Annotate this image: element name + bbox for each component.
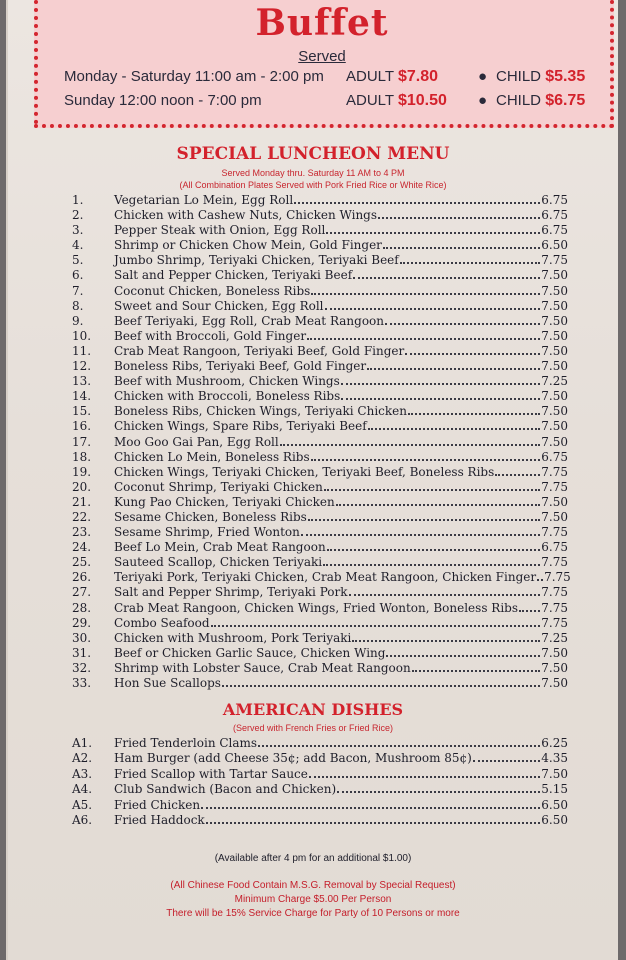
- menu-item-name: Fried Scallop with Tartar Sauce: [114, 766, 308, 781]
- menu-item-name: Beef with Broccoli, Gold Finger: [114, 328, 307, 343]
- menu-item-name: Fried Chicken: [114, 797, 201, 812]
- menu-item-number: A2.: [72, 751, 93, 766]
- menu-item-name: Beef or Chicken Garlic Sauce, Chicken Wing: [114, 645, 386, 660]
- american-list: [72, 736, 568, 828]
- buffet-adult: ADULT $7.80: [346, 68, 439, 85]
- buffet-days: Monday - Saturday 11:00 am - 2:00 pm: [64, 68, 324, 85]
- menu-item-number: 29.: [72, 615, 92, 630]
- menu-item-name: Chicken with Mushroom, Pork Teriyaki: [114, 630, 352, 645]
- menu-item-price: 7.75: [541, 464, 568, 479]
- dot-leader: [206, 822, 541, 824]
- menu-item-price: 6.75: [541, 540, 568, 555]
- menu-item: [72, 676, 568, 691]
- minimum-charge-notice: Minimum Charge $5.00 Per Person: [234, 894, 392, 905]
- menu-item: [72, 208, 568, 223]
- menu-item: [72, 631, 568, 646]
- menu-item-price: 7.25: [541, 630, 568, 645]
- menu-item-name: Shrimp or Chicken Chow Mein, Gold Finger: [114, 238, 382, 253]
- menu-item-name: Beef with Mushroom, Chicken Wings: [114, 374, 340, 389]
- menu-item: [72, 767, 568, 782]
- menu-item: [72, 782, 568, 797]
- menu-item: [72, 540, 568, 555]
- menu-item: [72, 404, 568, 419]
- menu-item-name: Coconut Chicken, Boneless Ribs: [114, 283, 311, 298]
- menu-item-name: Sesame Shrimp, Fried Wonton: [114, 525, 300, 540]
- dot-leader: [353, 277, 540, 279]
- menu-item-number: 14.: [72, 389, 92, 404]
- dot-leader: [385, 323, 540, 325]
- dot-leader: [327, 549, 541, 551]
- menu-item-number: 5.: [72, 253, 84, 268]
- menu-item-price: 7.50: [541, 419, 568, 434]
- menu-item-number: 12.: [72, 359, 92, 374]
- menu-item-number: 2.: [72, 208, 84, 223]
- menu-item-name: Moo Goo Gai Pan, Egg Roll: [114, 434, 279, 449]
- menu-item: [72, 299, 568, 314]
- dot-leader: [311, 459, 541, 461]
- menu-item-price: 7.50: [541, 328, 568, 343]
- menu-item-price: 7.50: [541, 509, 568, 524]
- menu-item-name: Boneless Ribs, Teriyaki Beef, Gold Finger: [114, 359, 367, 374]
- dot-leader: [325, 308, 541, 310]
- menu-item-price: 7.50: [541, 494, 568, 509]
- menu-item-price: 6.50: [541, 812, 568, 827]
- menu-item-price: 7.50: [541, 434, 568, 449]
- luncheon-served-note: Served Monday thru. Saturday 11 AM to 4 PM: [221, 168, 405, 178]
- dot-leader: [307, 338, 540, 340]
- menu-item: [72, 223, 568, 238]
- dot-leader: [519, 610, 540, 612]
- dot-leader: [537, 579, 543, 581]
- dot-leader: [473, 760, 540, 762]
- menu-item: [72, 238, 568, 253]
- dot-leader: [201, 807, 540, 809]
- menu-item: [72, 435, 568, 450]
- menu-item-number: A1.: [72, 736, 93, 750]
- service-charge-notice: There will be 15% Service Charge for Party of 10 Persons or more: [166, 908, 460, 919]
- menu-page: [6, 0, 618, 960]
- menu-item-name: Hon Sue Scallops: [114, 676, 221, 690]
- menu-item-number: 20.: [72, 479, 92, 494]
- menu-item-number: 3.: [72, 223, 84, 238]
- dot-leader: [412, 670, 541, 672]
- menu-item: [72, 374, 568, 389]
- menu-item-number: 27.: [72, 585, 92, 600]
- menu-item-name: Ham Burger (add Cheese 35¢; add Bacon, Mushroom 85¢): [114, 751, 472, 766]
- buffet-days: Sunday 12:00 noon - 7:00 pm: [64, 92, 262, 109]
- menu-item-number: 19.: [72, 464, 92, 479]
- menu-item: [72, 601, 568, 616]
- menu-item-number: 33.: [72, 676, 92, 690]
- menu-item-name: Sweet and Sour Chicken, Egg Roll: [114, 298, 324, 313]
- menu-item-number: A6.: [72, 812, 93, 827]
- menu-item-number: 31.: [72, 645, 92, 660]
- menu-item-name: Chicken with Broccoli, Boneless Ribs: [114, 389, 341, 404]
- menu-item-number: 22.: [72, 509, 92, 524]
- dot-leader: [352, 640, 540, 642]
- menu-item-price: 7.50: [541, 389, 568, 404]
- menu-item-name: Fried Haddock: [114, 812, 205, 827]
- menu-item: [72, 646, 568, 661]
- bullet-icon: ●: [478, 68, 488, 85]
- menu-item-price: 7.75: [541, 555, 568, 570]
- menu-item-price: 6.50: [541, 797, 568, 812]
- dot-leader: [368, 428, 541, 430]
- menu-item-price: 7.25: [541, 374, 568, 389]
- menu-item-number: 13.: [72, 374, 92, 389]
- dot-leader: [336, 504, 541, 506]
- menu-item-name: Combo Seafood: [114, 615, 210, 630]
- menu-item-number: 8.: [72, 298, 84, 313]
- dot-leader: [341, 398, 540, 400]
- menu-item-price: 6.50: [541, 238, 568, 253]
- bullet-icon: ●: [478, 92, 488, 109]
- menu-item-number: A4.: [72, 782, 93, 797]
- menu-item-number: 9.: [72, 313, 84, 328]
- menu-item-price: 6.75: [541, 449, 568, 464]
- menu-item-price: 4.35: [541, 751, 568, 766]
- menu-item-name: Chicken with Cashew Nuts, Chicken Wings: [114, 208, 378, 223]
- dot-leader: [323, 564, 540, 566]
- menu-item: [72, 268, 568, 283]
- menu-item: [72, 450, 568, 465]
- menu-item-name: Pepper Steak with Onion, Egg Roll: [114, 223, 326, 238]
- availability-note: (Available after 4 pm for an additional $1.00): [214, 853, 412, 864]
- menu-item-price: 7.50: [541, 343, 568, 358]
- menu-item: [72, 480, 568, 495]
- buffet-child-price: $5.35: [545, 68, 586, 85]
- dot-leader: [308, 519, 540, 521]
- dot-leader: [495, 474, 540, 476]
- menu-item-name: Fried Tenderloin Clams: [114, 736, 258, 750]
- menu-item-name: Teriyaki Pork, Teriyaki Chicken, Crab Meat Rangoon, Chicken Finger: [114, 570, 537, 585]
- menu-item-price: 7.50: [541, 283, 568, 298]
- menu-item: [72, 798, 568, 813]
- menu-item-number: 26.: [72, 570, 92, 585]
- dot-leader: [378, 217, 540, 219]
- menu-item-name: Beef Lo Mein, Crab Meat Rangoon: [114, 540, 326, 555]
- dot-leader: [301, 534, 540, 536]
- menu-item-price: 7.50: [541, 676, 568, 690]
- menu-item-name: Club Sandwich (Bacon and Chicken): [114, 782, 337, 797]
- dot-leader: [211, 625, 541, 627]
- dot-leader: [337, 791, 540, 793]
- dot-leader: [280, 444, 541, 446]
- menu-item-number: A5.: [72, 797, 93, 812]
- menu-item-price: 7.50: [541, 298, 568, 313]
- menu-item-name: Chicken Wings, Spare Ribs, Teriyaki Beef: [114, 419, 367, 434]
- menu-item-number: 15.: [72, 404, 92, 419]
- american-title: AMERICAN DISHES: [222, 700, 404, 719]
- menu-item-price: 7.75: [541, 615, 568, 630]
- menu-item-name: Crab Meat Rangoon, Teriyaki Beef, Gold Finger: [114, 343, 405, 358]
- menu-item-price: 7.50: [541, 645, 568, 660]
- menu-item: [72, 495, 568, 510]
- menu-item: [72, 465, 568, 480]
- menu-item-number: 25.: [72, 555, 92, 570]
- menu-item-number: 6.: [72, 268, 84, 283]
- dot-leader: [408, 413, 540, 415]
- menu-item: [72, 193, 568, 208]
- buffet-served-label: Served: [298, 48, 346, 65]
- buffet-title: Buffet: [255, 2, 389, 44]
- buffet-adult-price: $7.80: [397, 68, 439, 85]
- menu-item-name: Crab Meat Rangoon, Chicken Wings, Fried Wonton, Boneless Ribs: [114, 600, 519, 615]
- luncheon-combo-note: (All Combination Plates Served with Pork Fried Rice or White Rice): [179, 180, 447, 190]
- dot-leader: [258, 745, 540, 747]
- dot-leader: [341, 383, 541, 385]
- dot-leader: [294, 202, 540, 204]
- menu-item: [72, 525, 568, 540]
- menu-item-name: Kung Pao Chicken, Teriyaki Chicken: [114, 494, 335, 509]
- menu-item-price: 6.75: [541, 223, 568, 238]
- buffet-adult-price: $10.50: [397, 92, 447, 109]
- menu-item-number: 16.: [72, 419, 92, 434]
- menu-item: [72, 555, 568, 570]
- menu-item: [72, 736, 568, 751]
- menu-item-number: 11.: [72, 343, 92, 358]
- menu-item-name: Sesame Chicken, Boneless Ribs: [114, 509, 307, 524]
- menu-item-price: 6.25: [541, 736, 568, 750]
- dot-leader: [222, 685, 540, 687]
- dot-leader: [405, 353, 540, 355]
- buffet-panel: [34, 0, 614, 128]
- menu-item-name: Salt and Pepper Chicken, Teriyaki Beef: [114, 268, 353, 283]
- menu-item: [72, 389, 568, 404]
- menu-item-number: 30.: [72, 630, 92, 645]
- menu-item-price: 7.50: [541, 766, 568, 781]
- dot-leader: [367, 368, 540, 370]
- menu-item: [72, 661, 568, 676]
- menu-item-number: 32.: [72, 660, 92, 675]
- american-served-note: (Served with French Fries or Fried Rice): [232, 723, 394, 733]
- menu-item: [72, 253, 568, 268]
- menu-item-price: 7.50: [541, 660, 568, 675]
- menu-item: [72, 510, 568, 525]
- menu-item-price: 7.75: [541, 600, 568, 615]
- buffet-adult: ADULT $10.50: [346, 92, 447, 109]
- menu-item-name: Sauteed Scallop, Chicken Teriyaki: [114, 555, 323, 570]
- menu-item-number: 7.: [72, 283, 84, 298]
- dot-leader: [383, 247, 540, 249]
- dot-leader: [349, 594, 541, 596]
- menu-item-name: Beef Teriyaki, Egg Roll, Crab Meat Rangoon: [114, 313, 384, 328]
- menu-item-price: 7.50: [541, 359, 568, 374]
- menu-item-number: 18.: [72, 449, 92, 464]
- menu-item-name: Vegetarian Lo Mein, Egg Roll: [114, 193, 294, 207]
- menu-item: [72, 585, 568, 600]
- msg-notice: (All Chinese Food Contain M.S.G. Removal by Special Request): [170, 880, 456, 891]
- menu-item-name: Shrimp with Lobster Sauce, Crab Meat Rangoon: [114, 660, 411, 675]
- dot-leader: [311, 293, 540, 295]
- dot-leader: [309, 776, 540, 778]
- menu-item-number: 17.: [72, 434, 92, 449]
- menu-item: [72, 813, 568, 828]
- menu-item-number: 21.: [72, 494, 92, 509]
- buffet-child: CHILD $6.75: [496, 92, 586, 109]
- menu-item: [72, 344, 568, 359]
- menu-item-price: 6.75: [541, 208, 568, 223]
- menu-item-number: 28.: [72, 600, 92, 615]
- luncheon-list: [72, 193, 571, 691]
- menu-item-name: Coconut Shrimp, Teriyaki Chicken: [114, 479, 323, 494]
- menu-item-price: 5.15: [541, 782, 568, 797]
- buffet-child-price: $6.75: [545, 92, 586, 109]
- menu-item-price: 6.75: [541, 193, 568, 207]
- menu-item-number: 23.: [72, 525, 92, 540]
- menu-item-price: 7.50: [541, 313, 568, 328]
- menu-item-price: 7.75: [544, 570, 571, 585]
- menu-item-price: 7.75: [541, 525, 568, 540]
- menu-item-price: 7.75: [541, 253, 568, 268]
- buffet-child: CHILD $5.35: [496, 68, 586, 85]
- menu-item: [72, 314, 568, 329]
- dot-leader: [324, 489, 540, 491]
- menu-item: [72, 570, 571, 585]
- menu-item-number: 1.: [72, 193, 84, 207]
- luncheon-title: SPECIAL LUNCHEON MENU: [176, 144, 450, 164]
- menu-item-price: 7.75: [541, 479, 568, 494]
- menu-item-number: 10.: [72, 328, 92, 343]
- menu-item-number: A3.: [72, 766, 93, 781]
- menu-item-name: Salt and Pepper Shrimp, Teriyaki Pork: [114, 585, 348, 600]
- menu-item-name: Boneless Ribs, Chicken Wings, Teriyaki Chicken: [114, 404, 408, 419]
- menu-item: [72, 419, 568, 434]
- menu-item-name: Chicken Lo Mein, Boneless Ribs: [114, 449, 310, 464]
- dot-leader: [326, 232, 540, 234]
- menu-item-name: Chicken Wings, Teriyaki Chicken, Teriyaki Beef, Boneless Ribs: [114, 464, 495, 479]
- menu-item-name: Jumbo Shrimp, Teriyaki Chicken, Teriyaki Beef: [114, 253, 399, 268]
- menu-item-price: 7.50: [541, 268, 568, 283]
- dot-leader: [386, 655, 540, 657]
- dot-leader: [400, 262, 541, 264]
- menu-item-number: 24.: [72, 540, 92, 555]
- menu-item: [72, 359, 568, 374]
- menu-item: [72, 329, 568, 344]
- menu-item-number: 4.: [72, 238, 84, 253]
- menu-item-price: 7.75: [541, 585, 568, 600]
- menu-item: [72, 751, 568, 766]
- menu-item: [72, 284, 568, 299]
- menu-item-price: 7.50: [541, 404, 568, 419]
- menu-item: [72, 616, 568, 631]
